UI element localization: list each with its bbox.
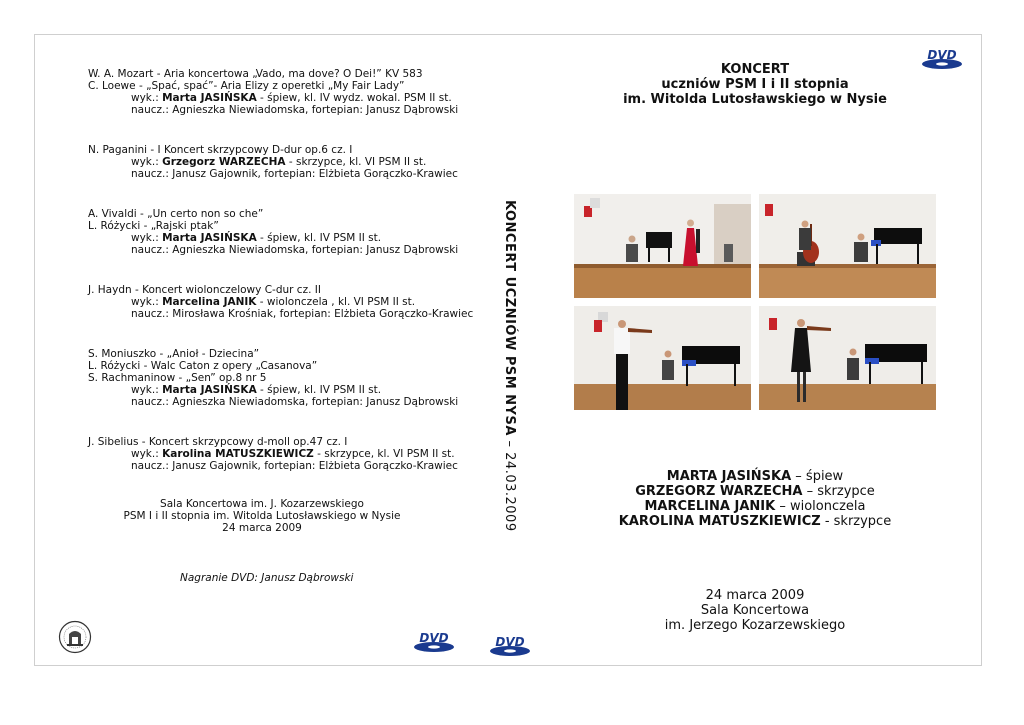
program-line: L. Różycki - „Rajski ptak” bbox=[88, 220, 219, 232]
program-line: W. A. Mozart - Aria koncertowa „Vado, ma dove? O Dei!” KV 583 bbox=[88, 68, 423, 80]
program-piece bbox=[88, 436, 478, 472]
cover-performer-name: MARCELINA JANIK bbox=[644, 499, 776, 514]
recording-credit: Nagranie DVD: Janusz Dąbrowski bbox=[180, 572, 354, 584]
teacher-line: naucz.: Agnieszka Niewiadomska, fortepian: Janusz Dąbrowski bbox=[131, 104, 459, 116]
dvd-logo-text: DVD bbox=[927, 48, 957, 62]
venue-line-1: Sala Koncertowa im. J. Kozarzewskiego bbox=[160, 498, 364, 510]
teacher-line: naucz.: Janusz Gajownik, fortepian: Elżbieta Gorączko-Krawiec bbox=[131, 460, 458, 472]
school-emblem-icon bbox=[58, 620, 92, 654]
spine-text bbox=[502, 200, 517, 532]
performer-name: Marcelina JANIK bbox=[162, 296, 257, 308]
cover-performer-role: – skrzypce bbox=[802, 484, 875, 499]
venue-info bbox=[112, 498, 412, 534]
cover-performer-name: MARTA JASIŃSKA bbox=[666, 469, 792, 484]
performer-prefix: wyk.: bbox=[131, 232, 163, 244]
performer-line bbox=[88, 296, 478, 308]
performer-details: - śpiew, kl. IV PSM II st. bbox=[256, 384, 382, 396]
performer-prefix: wyk.: bbox=[131, 384, 163, 396]
spine-title: KONCERT UCZNIÓW PSM NYSA bbox=[502, 200, 517, 436]
photo-violinist-male bbox=[574, 306, 751, 410]
cover-performer-role: – wiolonczela bbox=[775, 499, 866, 514]
performer-details: - śpiew, kl. IV PSM II st. bbox=[256, 232, 382, 244]
performers-list bbox=[590, 469, 920, 529]
performer-prefix: wyk.: bbox=[131, 296, 163, 308]
cover-performer-role: – śpiew bbox=[791, 469, 844, 484]
performer-name: Grzegorz WARZECHA bbox=[162, 156, 286, 168]
cover-performer bbox=[590, 514, 920, 529]
performer-prefix: wyk.: bbox=[131, 92, 163, 104]
performer-name: Karolina MATUSZKIEWICZ bbox=[162, 448, 314, 460]
program-line: S. Moniuszko - „Anioł - Dziecina” bbox=[88, 348, 260, 360]
program-line: J. Sibelius - Koncert skrzypcowy d-moll op.47 cz. I bbox=[88, 436, 348, 448]
concert-program bbox=[88, 68, 478, 500]
venue-line-3: 24 marca 2009 bbox=[222, 522, 302, 534]
teacher-line: naucz.: Agnieszka Niewiadomska, fortepian: Janusz Dąbrowski bbox=[131, 396, 459, 408]
program-line: A. Vivaldi - „Un certo non so che” bbox=[88, 208, 264, 220]
spine-date: – 24.03.2009 bbox=[502, 435, 517, 532]
teacher-line: naucz.: Agnieszka Niewiadomska, fortepian: Janusz Dąbrowski bbox=[131, 244, 459, 256]
performer-line bbox=[88, 448, 478, 460]
cover-date-venue bbox=[640, 588, 870, 633]
performer-line bbox=[88, 384, 478, 396]
performer-name: Marta JASIŃSKA bbox=[162, 92, 257, 104]
cover-performer-name: KAROLINA MATUSZKIEWICZ bbox=[618, 514, 821, 529]
performer-details: - skrzypce, kl. VI PSM II st. bbox=[285, 156, 427, 168]
cover-performer-role: - skrzypce bbox=[820, 514, 892, 529]
teacher-line: naucz.: Janusz Gajownik, fortepian: Elżbieta Gorączko-Krawiec bbox=[131, 168, 458, 180]
dvd-logo-text: DVD bbox=[495, 635, 525, 649]
cover-performer bbox=[590, 469, 920, 484]
photo-violinist-female bbox=[759, 306, 936, 410]
program-piece bbox=[88, 284, 478, 320]
concert-photos bbox=[574, 194, 936, 410]
cover-title bbox=[610, 62, 900, 107]
performer-prefix: wyk.: bbox=[131, 156, 163, 168]
cover-title-line-2: uczniów PSM I i II stopnia bbox=[661, 77, 849, 92]
program-line: L. Różycki - Walc Caton z opery „Casanova” bbox=[88, 360, 318, 372]
dvd-logo-text: DVD bbox=[419, 631, 449, 645]
spine bbox=[500, 200, 520, 532]
dvd-logo-icon bbox=[920, 47, 964, 71]
cover-title-line-3: im. Witolda Lutosławskiego w Nysie bbox=[623, 92, 887, 107]
performer-name: Marta JASIŃSKA bbox=[162, 384, 257, 396]
performer-line bbox=[88, 92, 478, 104]
performer-line bbox=[88, 232, 478, 244]
teacher-line: naucz.: Mirosława Krośniak, fortepian: Elżbieta Gorączko-Krawiec bbox=[131, 308, 474, 320]
cover-performer-name: GRZEGORZ WARZECHA bbox=[635, 484, 803, 499]
program-line: J. Haydn - Koncert wiolonczelowy C-dur cz. II bbox=[88, 284, 321, 296]
performer-details: - śpiew, kl. IV wydz. wokal. PSM II st. bbox=[256, 92, 452, 104]
cover-date: 24 marca 2009 bbox=[705, 588, 805, 603]
performer-details: - skrzypce, kl. VI PSM II st. bbox=[313, 448, 455, 460]
performer-details: - wiolonczela , kl. VI PSM II st. bbox=[256, 296, 416, 308]
performer-line bbox=[88, 156, 478, 168]
photo-cellist bbox=[759, 194, 936, 298]
program-line: C. Loewe - „Spać, spać”- Aria Elizy z operetki „My Fair Lady” bbox=[88, 80, 405, 92]
cover-performer bbox=[590, 499, 920, 514]
program-piece bbox=[88, 208, 478, 256]
photo-singer bbox=[574, 194, 751, 298]
cover-venue-name: im. Jerzego Kozarzewskiego bbox=[664, 618, 846, 633]
program-piece bbox=[88, 144, 478, 180]
performer-prefix: wyk.: bbox=[131, 448, 163, 460]
program-piece bbox=[88, 68, 478, 116]
dvd-logo-icon bbox=[488, 634, 532, 658]
dvd-logo-icon bbox=[412, 630, 456, 654]
program-line: N. Paganini - I Koncert skrzypcowy D-dur op.6 cz. I bbox=[88, 144, 353, 156]
program-line: S. Rachmaninow - „Sen” op.8 nr 5 bbox=[88, 372, 267, 384]
cover-performer bbox=[590, 484, 920, 499]
program-piece bbox=[88, 348, 478, 408]
performer-name: Marta JASIŃSKA bbox=[162, 232, 257, 244]
cover-venue: Sala Koncertowa bbox=[700, 603, 810, 618]
cover-title-line-1: KONCERT bbox=[720, 62, 790, 77]
venue-line-2: PSM I i II stopnia im. Witolda Lutosławskiego w Nysie bbox=[123, 510, 401, 522]
